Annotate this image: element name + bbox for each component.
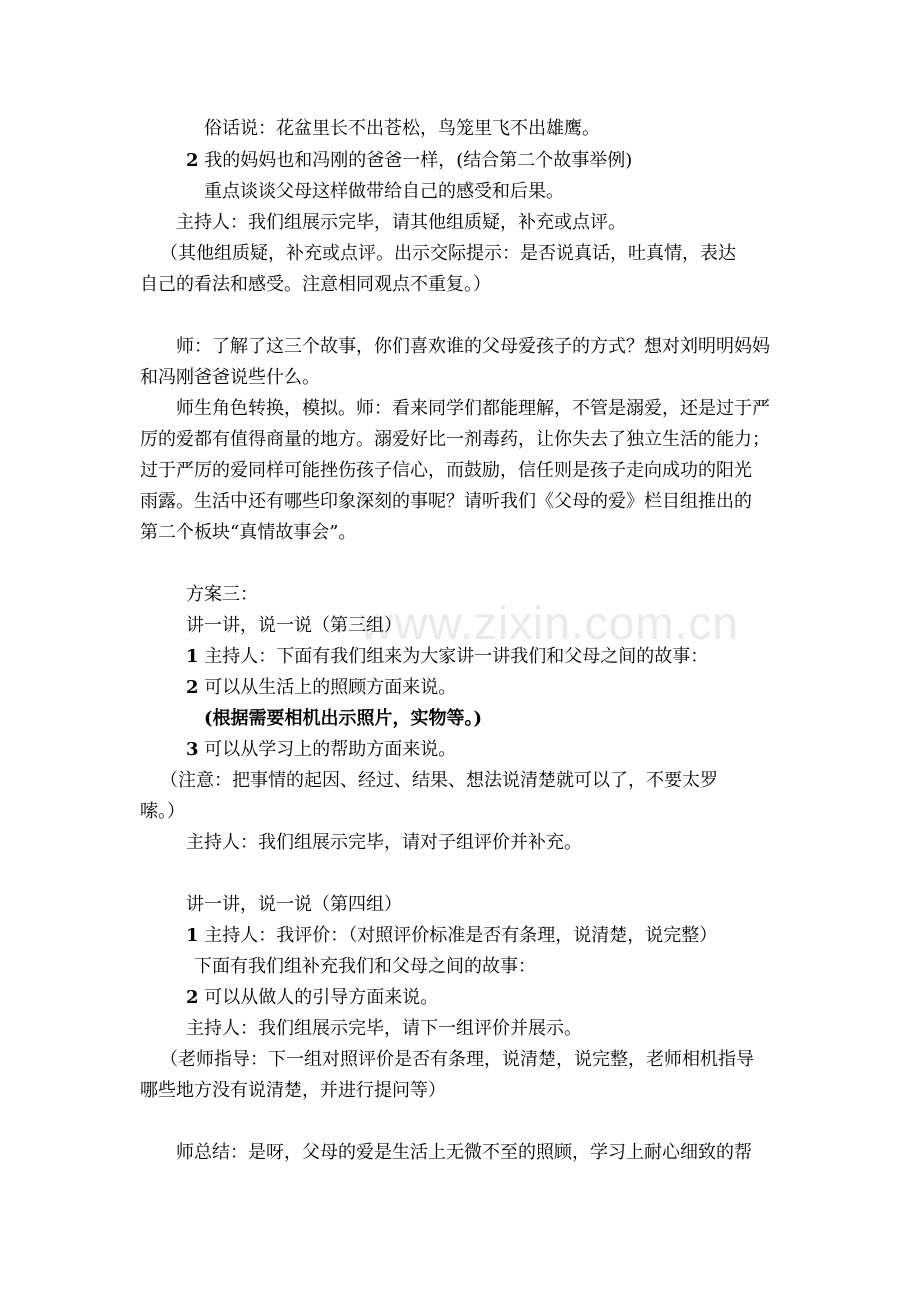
paragraph-line: 重点谈谈父母这样做带给自己的感受和后果。 bbox=[204, 181, 564, 202]
item-text: 可以从学习上的帮助方面来说。 bbox=[204, 739, 457, 760]
list-item bbox=[186, 739, 456, 761]
item-text: 我的妈妈也和冯刚的爸爸一样，(结合第二个故事举例) bbox=[204, 150, 633, 171]
paragraph-line: 主持人：我们组展示完毕，请其他组质疑，补充或点评。 bbox=[176, 212, 626, 233]
list-item bbox=[186, 925, 717, 947]
section-heading: 方案三： bbox=[186, 584, 258, 605]
paragraph-line: （其他组质疑，补充或点评。出示交际提示：是否说真话，吐真情，表达 bbox=[160, 243, 736, 264]
proverb-line: 俗话说：花盆里长不出苍松，鸟笼里飞不出雄鹰。 bbox=[204, 118, 600, 139]
item-text: 可以从生活上的照顾方面来说。 bbox=[204, 677, 457, 698]
item-number: 1 bbox=[186, 646, 199, 667]
paragraph-line: （老师指导：下一组对照评价是否有条理，说清楚，说完整，老师相机指导 bbox=[160, 1049, 754, 1070]
paragraph-line: 嗦。） bbox=[140, 801, 185, 822]
subsection-heading: 讲一讲，说一说（第三组） bbox=[186, 615, 402, 636]
paragraph-line: 雨露。生活中还有哪些印象深刻的事呢？请听我们《父母的爱》栏目组推出的 bbox=[140, 491, 752, 512]
paragraph-line: 和冯刚爸爸说些什么。 bbox=[140, 367, 320, 388]
item-text: 主持人：我评价：（对照评价标准是否有条理，说清楚，说完整） bbox=[204, 925, 718, 946]
item-number: 2 bbox=[186, 150, 199, 171]
paragraph-line: （注意：把事情的起因、经过、结果、想法说清楚就可以了，不要太罗 bbox=[160, 770, 718, 791]
paragraph-line: 师总结：是呀，父母的爱是生活上无微不至的照顾，学习上耐心细致的帮 bbox=[176, 1142, 752, 1163]
watermark: www.zixin.com.cn bbox=[360, 597, 739, 649]
paragraph-line: (根据需要相机出示照片，实物等。) bbox=[204, 708, 483, 729]
item-number: 2 bbox=[186, 677, 199, 698]
item-text: 可以从做人的引导方面来说。 bbox=[204, 987, 439, 1008]
paragraph-line: 主持人：我们组展示完毕，请下一组评价并展示。 bbox=[186, 1018, 582, 1039]
list-item bbox=[186, 677, 456, 699]
item-text: 主持人：下面有我们组来为大家讲一讲我们和父母之间的故事： bbox=[204, 646, 709, 667]
paragraph-line: 第二个板块“真情故事会”。 bbox=[140, 522, 357, 543]
list-item bbox=[186, 987, 438, 1009]
list-item bbox=[186, 150, 632, 172]
item-number: 2 bbox=[186, 987, 199, 1008]
item-number: 3 bbox=[186, 739, 199, 760]
paragraph-line: 厉的爱都有值得商量的地方。溺爱好比一剂毒药，让你失去了独立生活的能力； bbox=[140, 429, 770, 450]
list-item bbox=[186, 646, 708, 668]
paragraph-line: 师：了解了这三个故事，你们喜欢谁的父母爱孩子的方式？想对刘明明妈妈 bbox=[176, 336, 770, 357]
paragraph-line: 过于严厉的爱同样可能挫伤孩子信心，而鼓励，信任则是孩子走向成功的阳光 bbox=[140, 460, 752, 481]
paragraph-line: 自己的看法和感受。注意相同观点不重复。） bbox=[140, 274, 491, 295]
paragraph-line: 师生角色转换，模拟。师：看来同学们都能理解，不管是溺爱，还是过于严 bbox=[176, 398, 770, 419]
subsection-heading: 讲一讲，说一说（第四组） bbox=[186, 894, 402, 915]
paragraph-line: 下面有我们组补充我们和父母之间的故事： bbox=[194, 956, 536, 977]
paragraph-line: 主持人：我们组展示完毕，请对子组评价并补充。 bbox=[186, 832, 582, 853]
paragraph-line: 哪些地方没有说清楚，并进行提问等） bbox=[140, 1080, 446, 1101]
item-number: 1 bbox=[186, 925, 199, 946]
